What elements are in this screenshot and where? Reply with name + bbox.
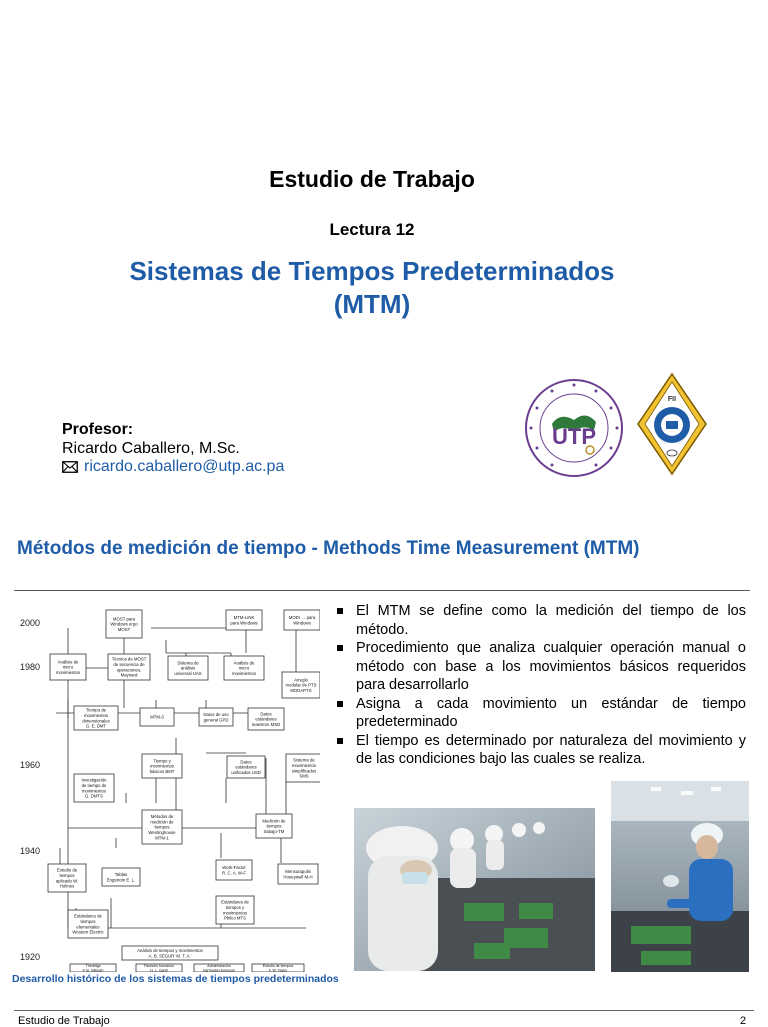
diagram-box-text: Tiempo y (153, 758, 171, 764)
diagram-box-text: A. B. SEGUR 'M. T. A.' (148, 953, 192, 959)
diagram-box-text: Métodos de (150, 814, 174, 820)
diagram-box-text: medición de (150, 819, 174, 825)
diagram-box-text: Therbligs (85, 964, 101, 968)
professor-email-row (62, 458, 284, 476)
diagram-box-estandares-philco (216, 896, 254, 924)
diagram-box-text: MODI → para (288, 615, 316, 620)
diagram-box-text: tiempos (266, 823, 282, 829)
bullet-item: El MTM se define como la medición del tiempo de los método. (334, 602, 746, 639)
diagram-box-text: MODAPTS (290, 687, 312, 693)
diagram-box-text: Work-Factor (222, 865, 246, 870)
diagram-box-text: unificados USD (231, 769, 261, 775)
diagram-box-text: Holmes (59, 883, 75, 889)
diagram-box-tm (256, 814, 292, 838)
diagram-box-text: MOST para (112, 616, 136, 622)
diagram-box-text: Análisis de (57, 659, 79, 665)
diagram-box-text: tiempos (80, 919, 96, 924)
diagram-box-text: estándares (255, 716, 277, 722)
diagram-box-mhw (278, 864, 318, 884)
diagram-box-dmt (74, 706, 118, 730)
diagram-box-text: movimientos (149, 763, 175, 769)
diagram-box-text: micro (238, 665, 250, 671)
historical-development-diagram (16, 598, 320, 972)
diagram-box-workfactor (216, 860, 252, 880)
utp-university-seal-logo (524, 378, 624, 478)
diagram-box-text: R. C. A. W-F (221, 870, 247, 876)
diagram-box-text: Westinghouse (148, 829, 176, 835)
diagram-box-text: simplificados (291, 768, 317, 774)
diagram-box-text: Estudio de tiempos (262, 964, 294, 968)
diagram-box-text: Arreglo (294, 677, 308, 683)
diagram-box-sms (286, 754, 320, 782)
diagram-box-text: maestros MSD (251, 721, 281, 727)
diagram-box-text: trabajo-TM (263, 828, 285, 834)
title-slide (0, 0, 768, 510)
professor-label: Profesor: (62, 421, 134, 438)
diagram-box-micro-analisis2 (224, 656, 264, 680)
diagram-box-text: movimientos (231, 670, 257, 676)
diagram-box-mtm-link (226, 610, 262, 630)
diagram-box-text: Windows ergo (110, 621, 138, 627)
diagram-box-text: Philco MTS (224, 915, 246, 921)
diagram-box-text: para Windows (230, 620, 258, 626)
diagram-box-text: Análisis de (233, 660, 255, 666)
diagram-box-gpd (199, 708, 233, 726)
diagram-box-text: Medición de (262, 818, 286, 824)
diagram-box-text: Sistema de (293, 757, 315, 763)
title-divider (14, 590, 750, 591)
diagram-box-most-windows (106, 610, 142, 638)
diagram-box-text: MTM-1 (155, 835, 169, 841)
diagram-box-text: Administración (207, 964, 231, 968)
diagram-box-micro-analisis (50, 654, 86, 680)
diagram-box-text: modular de PTS (285, 682, 317, 688)
page-number: 2 (740, 1015, 747, 1027)
main-title-line1: Sistemas de Tiempos Predeterminados (129, 256, 615, 286)
diagram-box-bmt (142, 754, 182, 778)
footer-divider (14, 1010, 754, 1011)
diagram-box-most-tecnica (108, 654, 150, 680)
mtm-slide (0, 510, 768, 1027)
diagram-box-text: F. W. Taylor (268, 968, 288, 972)
diagram-box-text: tiempos (154, 824, 170, 830)
diagram-box-text: Técnica de MOST (111, 656, 147, 662)
svg-text:UTP: UTP (552, 424, 596, 449)
diagram-box-text: Tiempo de (85, 707, 107, 713)
diagram-box-text: SMS (299, 773, 309, 779)
diagram-box-text: elementales (76, 924, 100, 930)
diagram-box-modapts (282, 672, 320, 698)
electronics-worker-photo (611, 781, 749, 972)
diagram-box-text: análisis (180, 665, 196, 671)
diagram-box-text: micro (62, 664, 74, 670)
diagram-box-text: aplicado W. (55, 878, 79, 884)
diagram-box-text: Tablas (114, 872, 128, 877)
diagram-box-text: Investigación (81, 777, 107, 783)
diagram-box-text: Análisis de tiempos y movimientos (137, 948, 203, 953)
diagram-box-text: Datos (260, 711, 272, 717)
diagram-box-tablas (102, 868, 140, 886)
slide-title: Métodos de medición de tiempo - Methods Time Measurement (MTM) (17, 538, 640, 559)
course-title: Estudio de Trabajo (269, 166, 475, 192)
diagram-box-text: movimientos (81, 788, 107, 794)
diagram-box-text: Engstrom E. L. (106, 877, 136, 883)
diagram-box-text: Factores humanos (144, 964, 174, 968)
diagram-box-text: general GPD (203, 717, 229, 723)
slide-main-title (0, 255, 744, 321)
diagram-year-label: 1960 (20, 760, 41, 770)
diagram-box-sistema-analisis (168, 656, 208, 680)
svg-text:FII: FII (667, 396, 677, 403)
diagram-year-label: 1940 (20, 846, 41, 856)
diagram-box-text: Western Electric (72, 929, 104, 935)
lecture-number: Lectura 12 (329, 220, 415, 239)
diagram-box-text: Datos (240, 759, 252, 765)
diagram-box-text: Honeywell M-H (283, 874, 313, 880)
diagram-box-gantt (136, 964, 182, 972)
diagram-box-estandares-gilbreth (68, 910, 108, 938)
diagram-box-text: movimientos (83, 713, 109, 718)
diagram-box-text: MTM-LINK (233, 615, 255, 620)
diagram-year-label: 1920 (20, 952, 41, 962)
diagram-box-text: tiempos y (225, 905, 245, 910)
diagram-box-dmts (74, 774, 114, 802)
diagram-box-text: tiempos (59, 873, 75, 878)
professor-name: Ricardo Caballero, M.Sc. (62, 440, 240, 457)
diagram-box-text: movimientos (291, 763, 317, 768)
diagram-box-emerson (194, 964, 244, 972)
diagram-box-text: operaciones, (116, 667, 142, 673)
diagram-box-text: G. E. DMT (85, 723, 107, 729)
diagram-box-text: Estándares de (74, 913, 102, 919)
diagram-box-text: Datos de uso (203, 712, 229, 717)
diagram-box-text: de secuencia de (113, 662, 145, 667)
bullet-item: Procedimiento que analiza cualquier operación manual o método con base a los movimientos básicos requeridos para desarrollarlo (334, 639, 746, 695)
diagram-box-text: Sistema de (177, 660, 199, 666)
diagram-box-gilbreth (70, 964, 116, 972)
diagram-box-text: dimensionales (82, 718, 110, 724)
diagram-box-text: universal UAS (174, 670, 202, 676)
diagram-year-label: 1980 (20, 662, 41, 672)
diagram-caption: Desarrollo histórico de los sistemas de tiempos predeterminados (12, 973, 339, 985)
diagram-box-text: Estudio de (56, 867, 78, 873)
mtm-bullet-list (334, 602, 746, 769)
diagram-box-mtm1 (142, 810, 182, 844)
diagram-box-text: H. L. Gantt (150, 968, 168, 972)
diagram-box-text: Mensurapolis (285, 869, 311, 874)
diagram-box-analisis-root (122, 946, 218, 960)
diagram-box-text: Windows (293, 620, 311, 626)
diagram-box-mtm3 (140, 708, 174, 726)
diagram-box-text: Estándares de (221, 899, 249, 905)
bullet-item: Asigna a cada movimiento un estándar de tiempo predeterminado (334, 695, 746, 732)
diagram-box-text: movimientos (55, 669, 81, 675)
diagram-box-text: G. DMTS (85, 793, 103, 799)
bullet-item: El tiempo es determinado por naturaleza del movimiento y de las condiciones bajo las cuales se realiza. (334, 732, 746, 769)
fii-faculty-diamond-logo (636, 372, 708, 476)
professor-email-link[interactable]: ricardo.caballero@utp.ac.pa (84, 458, 285, 475)
diagram-box-text: Maynard (120, 672, 138, 678)
diagram-box-text: MTM-3 (150, 714, 164, 720)
factory-assembly-line-photo (354, 808, 595, 971)
diagram-box-text: Harrington Emerson (202, 968, 236, 972)
diagram-box-text: MOST (117, 626, 131, 632)
diagram-box-taylor (252, 964, 304, 972)
diagram-box-holmes (48, 864, 86, 892)
diagram-box-text: estándares (235, 764, 257, 770)
diagram-box-modi-windows (284, 610, 320, 630)
diagram-box-usd (227, 756, 265, 778)
diagram-year-label: 2000 (20, 618, 41, 628)
diagram-box-mso (248, 708, 284, 730)
diagram-box-text: básicos BMT (149, 768, 175, 774)
diagram-box-text: de tiempo de (81, 783, 107, 788)
main-title-line2: (MTM) (333, 289, 411, 319)
diagram-box-text: F. B. Gilbreth (82, 968, 104, 972)
footer-course-name: Estudio de Trabajo (18, 1015, 110, 1027)
envelope-icon (62, 461, 78, 473)
diagram-box-text: movimientos (222, 910, 248, 916)
